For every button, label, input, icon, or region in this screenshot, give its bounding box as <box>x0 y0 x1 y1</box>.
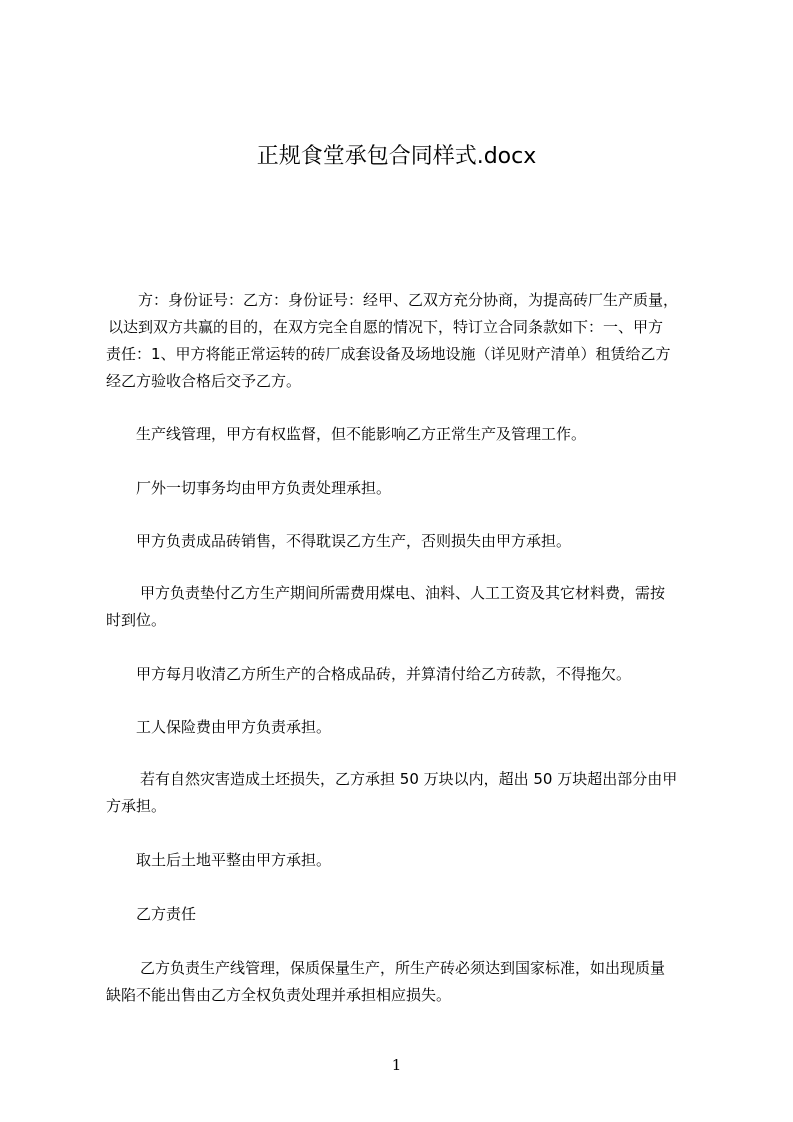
paragraph-line: 责任：1、甲方将能正常运转的砖厂成套设备及场地设施（详见财产清单）租赁给乙方 <box>106 345 671 363</box>
paragraph-2 <box>106 421 706 448</box>
paragraph-line: 甲方每月收清乙方所生产的合格成品砖，并算清付给乙方砖款，不得拖欠。 <box>136 665 632 683</box>
paragraph-line: 甲方负责垫付乙方生产期间所需费用煤电、油料、人工工资及其它材料费，需按 <box>140 584 666 602</box>
paragraph-11 <box>106 955 706 1009</box>
document-title: 正规食堂承包合同样式.docx <box>256 144 537 169</box>
paragraph-6 <box>106 661 706 688</box>
paragraph-line: 乙方负责生产线管理，保质保量生产，所生产砖必须达到国家标准，如出现质量 <box>140 959 666 977</box>
page-number: 1 <box>391 1056 402 1074</box>
paragraph-3 <box>106 475 706 502</box>
paragraph-line: 厂外一切事务均由甲方负责处理承担。 <box>136 479 392 497</box>
paragraph-line: 方：身份证号：乙方：身份证号：经甲、乙双方充分协商，为提高砖厂生产质量， <box>138 291 679 309</box>
paragraph-line: 经乙方验收合格后交予乙方。 <box>106 372 302 390</box>
paragraph-line: 生产线管理，甲方有权监督，但不能影响乙方正常生产及管理工作。 <box>136 425 587 443</box>
paragraph-line: 缺陷不能出售由乙方全权负责处理并承担相应损失。 <box>106 986 452 1004</box>
paragraph-line: 取土后土地平整由甲方承担。 <box>136 851 332 869</box>
paragraph-7 <box>106 714 706 741</box>
paragraph-8 <box>106 766 706 820</box>
paragraph-line: 乙方责任 <box>136 905 197 923</box>
section-heading-party-b <box>106 901 706 928</box>
paragraph-line: 以达到双方共赢的目的，在双方完全自愿的情况下，特订立合同条款如下：一、甲方 <box>108 318 664 336</box>
paragraph-line: 方承担。 <box>106 797 167 815</box>
paragraph-line: 时到位。 <box>106 611 167 629</box>
paragraph-1 <box>106 287 706 395</box>
paragraph-line: 甲方负责成品砖销售，不得耽误乙方生产，否则损失由甲方承担。 <box>136 532 572 550</box>
paragraph-5 <box>106 580 706 634</box>
paragraph-4 <box>106 528 706 555</box>
paragraph-line: 工人保险费由甲方负责承担。 <box>136 718 332 736</box>
paragraph-9 <box>106 847 706 874</box>
paragraph-line: 若有自然灾害造成土坯损失，乙方承担 50 万块以内，超出 50 万块超出部分由甲 <box>140 770 678 788</box>
